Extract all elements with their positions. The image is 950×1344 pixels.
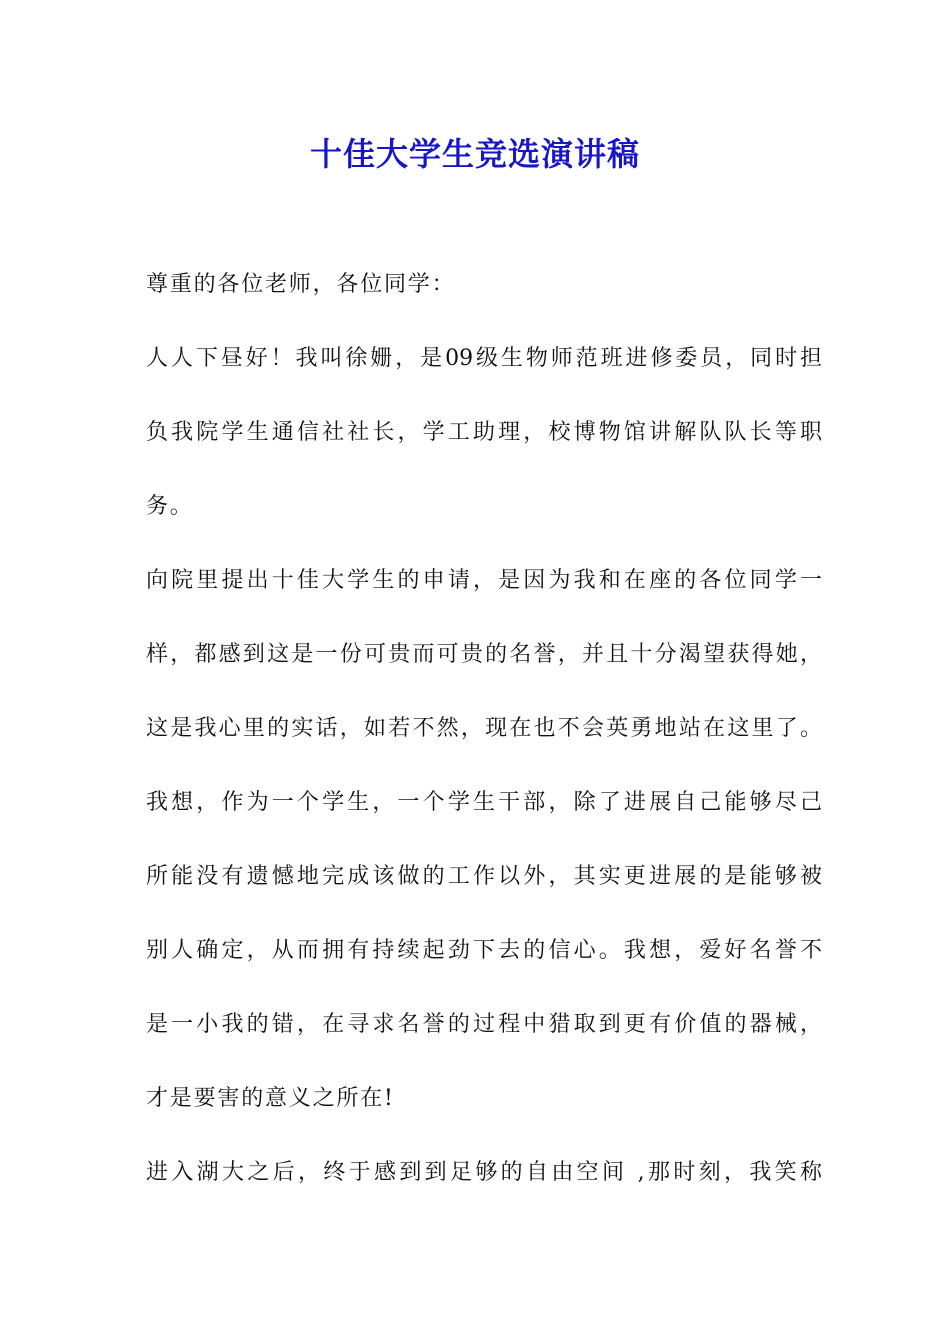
text-line: 务。 xyxy=(146,494,194,519)
text-line: 我想，作为一个学生，一个学生干部，除了进展自己能够尽己 xyxy=(146,790,822,815)
text-line: 是一小我的错，在寻求名誉的过程中猎取到更有价值的器械， xyxy=(146,1012,822,1037)
text-line: 尊重的各位老师，各位同学： xyxy=(146,272,456,297)
text-line: 这是我心里的实话，如若不然，现在也不会英勇地站在这里了。 xyxy=(146,716,822,741)
text-line: 进入湖大之后，终于感到到足够的自由空间 ,那时刻，我笑称 xyxy=(146,1160,822,1185)
text-line: 负我院学生通信社社长，学工助理，校博物馆讲解队队长等职 xyxy=(146,420,822,445)
text-line: 向院里提出十佳大学生的申请，是因为我和在座的各位同学一 xyxy=(146,568,822,593)
text-line: 别人确定，从而拥有持续起劲下去的信心。我想，爱好名誉不 xyxy=(146,938,822,963)
text-line: 才是要害的意义之所在! xyxy=(146,1086,395,1111)
document-body xyxy=(146,266,822,1228)
document-title: 十佳大学生竞选演讲稿 xyxy=(309,135,640,173)
text-line: 人人下昼好！我叫徐姗，是09级生物师范班进修委员，同时担 xyxy=(146,346,822,371)
text-line: 样，都感到这是一份可贵而可贵的名誉，并且十分渴望获得她， xyxy=(146,642,822,667)
text-line: 所能没有遗憾地完成该做的工作以外，其实更进展的是能够被 xyxy=(146,864,822,889)
